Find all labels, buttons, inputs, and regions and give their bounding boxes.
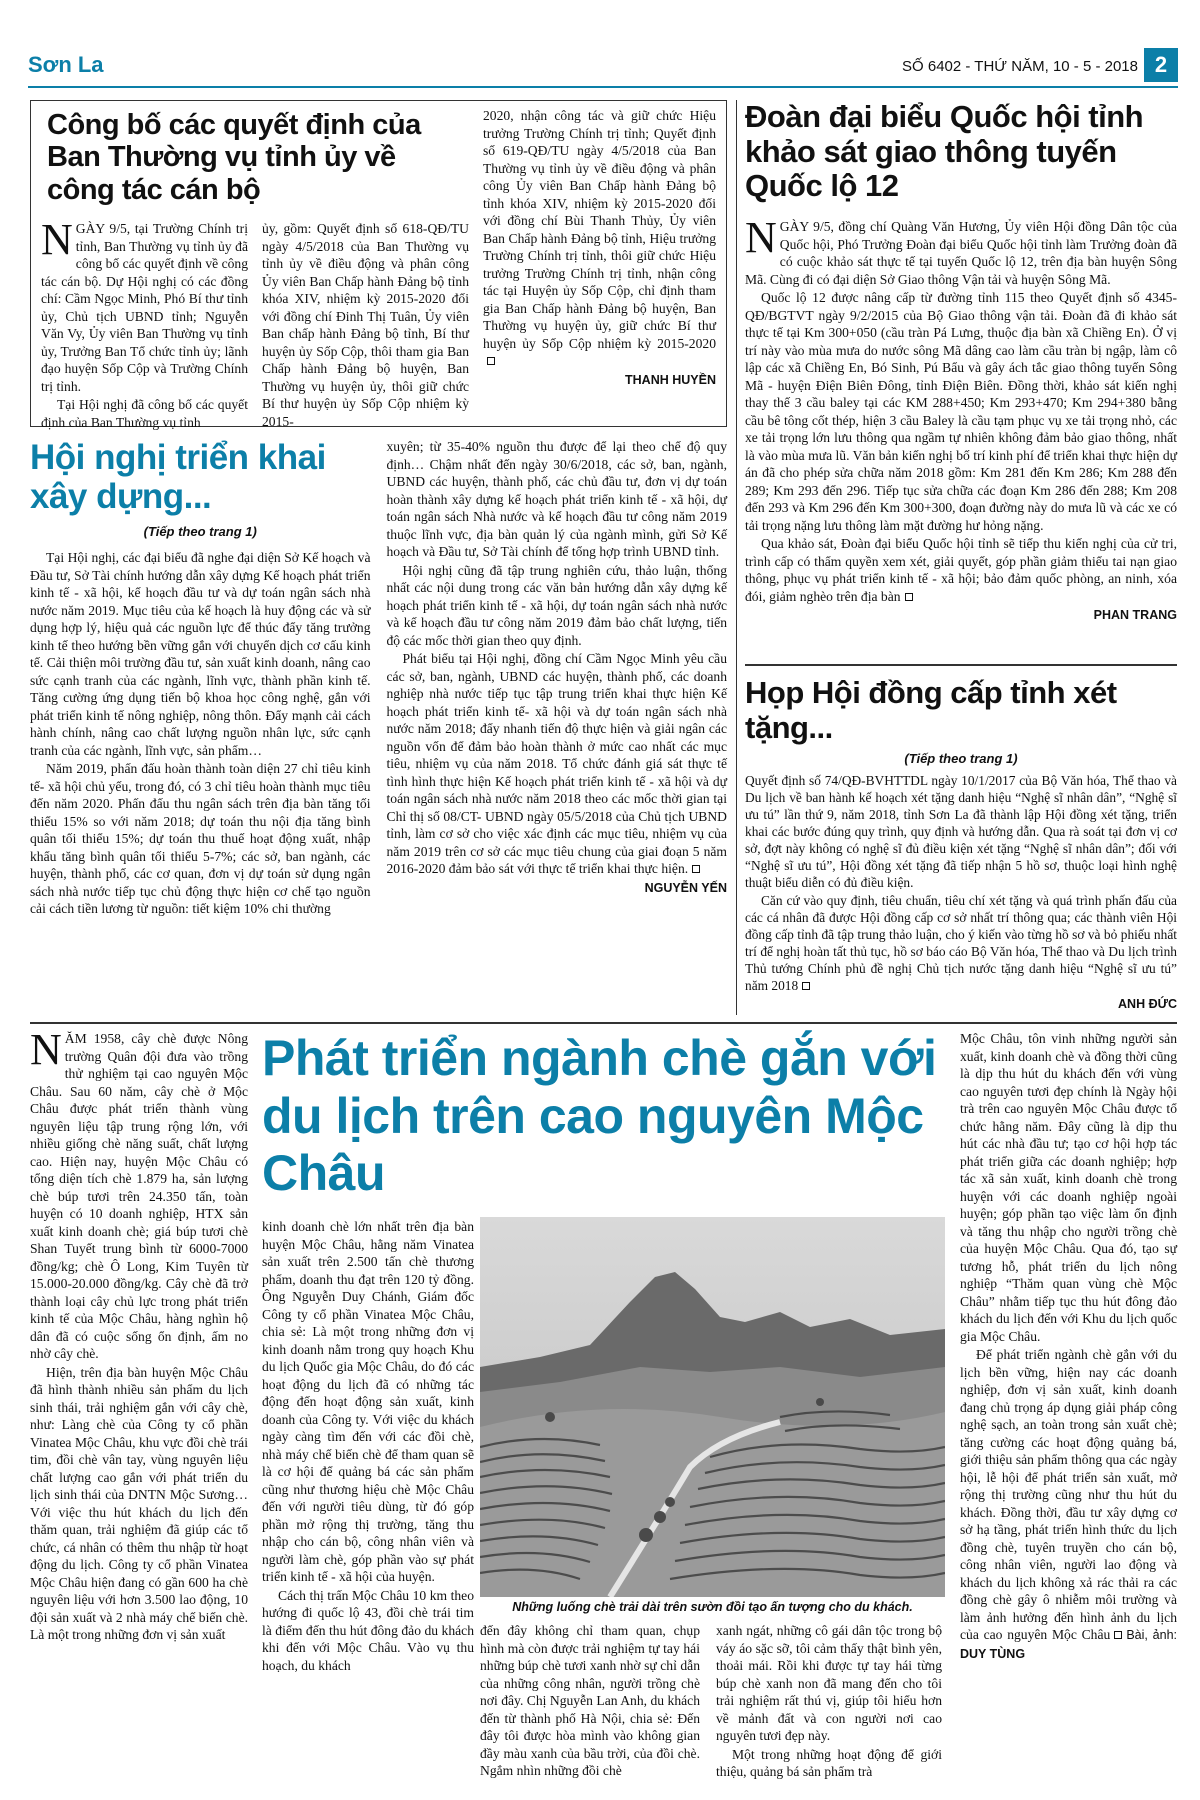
issue-info: SỐ 6402 - THỨ NĂM, 10 - 5 - 2018 [902,58,1138,75]
byline: PHAN TRANG [1093,608,1177,623]
continued-note: (Tiếp theo trang 1) [143,524,257,540]
article-column: NĂM 1958, cây chè được Nông trường Quân đội đưa vào trồng thử nghiệm tại cao nguyên Mộc Châu. Sau 60 năm, cây chè ở Mộc Châu được phát triển thành vùng nguyên liệu tập trung rộng lớn, với nhiều giống chè năng suất, chất lượng cao. Hiện nay, huyện Mộc Châu có tổng diện tích chè 1.879 ha, sản lượng chè búp tươi trên 24.350 tấn, toàn huyện có 10 doanh nghiệp, HTX sản xuất kinh doanh chè; giá búp tươi chè Shan Tuyết trung bình từ 6000-7000 đồng/kg; chè Ô Long, Kim Tuyên từ 15.000-20.000 đồng/kg. Cây chè đã trở thành loại cây chủ lực trong phát triển kinh tế của Mộc Châu, hàng nghìn hộ dân đã có cuộc sống ổn định, ấm no nhờ cây chè. Hiện, trên địa bàn huyện Mộc Châu đã hình thành nhiều sản phẩm du lịch sinh thái, trải nghiệm gắn với cây chè, như: Làng chè của Công ty cổ phần Vinatea Mộc Châu, khu vực đồi chè trái tim, đồi chè vân tay, vùng nguyên liệu chất lượng cao gắn với phát triển du lịch sinh thái của DNTN Mộc Sương… Với việc thu hút khách du lịch đến thăm quan, trải nghiệm đã giúp các tổ chức, cá nhân có thêm thu nhập từ hoạt động du lịch. Công ty cổ phần Vinatea Mộc Châu hiện đang có gần 600 ha chè nguyên liệu với hơn 3.500 lao động, 10 đội sản xuất và 2 nhà máy chế biến chè. Là một trong những đơn vị sản xuất [30,1025,248,1642]
article-column: kinh doanh chè lớn nhất trên địa bàn huyện Mộc Châu, hằng năm Vinatea sản xuất trên 2.500 tấn chè thương phẩm, doanh thu đạt trên 120 tỷ đồng. Ông Nguyễn Duy Chánh, Giám đốc Công ty cổ phần Vinatea Mộc Châu, chia sẻ: Là một trong những đơn vị kinh doanh nằm trong quy hoạch Khu du lịch Quốc gia Mộc Châu, do đó các hoạt động du lịch đã có những tác động đến hoạt động sản xuất, kinh doanh của Công ty. Với việc du khách ngày càng tìm đến với các đồi chè, nhà máy chế biến chè để tham quan sẽ là cơ hội để quảng bá các sản phẩm cũng như thương hiệu chè Mộc Châu đến với người tiêu dùng, từ đó góp phần mở rộng thị trường, tăng thu nhập cho cán bộ, công nhân viên và người làm chè, góp phần vào sự phát triển kinh tế - xã hội của huyện. Cách thị trấn Mộc Châu 10 km theo hướng đi quốc lộ 43, đồi chè trái tim là điểm đến thu hút đông đảo du khách khi đến với Mộc Châu. Vào vụ thu hoạch, du khách [262,1219,474,1673]
article-doan-dai-bieu [745,100,1177,660]
divider [30,1022,1177,1024]
dropcap: N [745,213,777,263]
article-title: Hội nghị triển khai xây dựng... [30,438,326,517]
article-column: xanh ngát, những cô gái dân tộc trong bộ váy áo sặc sỡ, tôi cảm thấy thật bình yên, thoải mái. Rồi khi được tự tay hái từng búp chè xanh non đã mang đến cho tôi trải nghiệm rất thú vị, giúp tôi hiểu hơn về mảnh đất và con người nơi cao nguyên tươi đẹp này. Một trong những hoạt động để giới thiệu, quảng bá sản phẩm trà [716,1623,942,1779]
article-column: Tại Hội nghị, các đại biểu đã nghe đại diện Sở Kế hoạch và Đầu tư, Sở Tài chính hướng dẫn xây dựng Kế hoạch phát triển kinh tế - xã hội, kế hoạch đầu tư và dự toán ngân sách nhà nước năm 2019. Mục tiêu của kế hoạch là huy động các và sử dụng hợp lý, hiệu quả các nguồn lực để thúc đẩy tăng trưởng kinh tế theo hướng bền vững gắn với chuyển dịch cơ cấu kinh tế. Cải thiện môi trường đầu tư, sản xuất kinh doanh, nâng cao sức cạnh tranh của các ngành, lĩnh vực, thành phần kinh tế. Tăng cường ứng dụng tiến bộ khoa học công nghệ, gắn với phát triển kinh tế nông nghiệp, nông thôn. Đẩy mạnh cải cách hành chính, nâng cao chất lượng nguồn nhân lực, sức cạnh tranh của các ngành, lĩnh vực, sản phẩm… Năm 2019, phấn đấu hoàn thành toàn diện 27 chỉ tiêu kinh tế- xã hội chủ yếu, trong đó, có 3 chỉ tiêu hoàn thành mục tiêu đến năm 2020. Phấn đấu thu ngân sách trên địa bàn tăng tối thiểu 15% so với năm 2018; dự toán thu nội địa tăng bình quân tối thiểu 15%; dự toán thu thuế hoạt động xuất, nhập khẩu tăng bình quân tối thiểu 5-7%; các sở, ban ngành, các huyện, thành phố, các cơ quan, đơn vị dự toán sử dụng ngân sách nhà nước tiếp tục chủ động thực hiện cơ chế tạo nguồn cải cách tiền lương từ nguồn: tiết kiệm 10% chi thường [30,550,371,917]
tea-hills-photo [480,1217,945,1597]
article-title: Đoàn đại biểu Quốc hội tỉnh khảo sát giao thông tuyến Quốc lộ 12 [745,99,1144,204]
byline: NGUYỄN YẾN [644,880,727,895]
article-column: ủy, gồm: Quyết định số 618-QĐ/TU ngày 4/5/2018 của Ban Thường vụ tỉnh ủy về điều động và phân công Ủy viên Ban Chấp hành Đảng bộ tỉnh khóa XIV, nhiệm kỳ 2015-2020 đối với đồng chí Đinh Thị Tuân, Ủy viên Ban chấp hành Đảng bộ tỉnh, Bí thư huyện ủy Sốp Cộp, thôi tham gia Ban Chấp hành Đảng bộ huyện, Ban Thường vụ huyện ủy, thôi giữ chức Bí thư huyện ủy Sốp Cộp nhiệm kỳ 2015- [262,221,469,429]
end-mark [692,865,700,873]
article-column: đến đây không chỉ tham quan, chụp hình mà còn được trải nghiệm tự tay hái những búp chè tươi xanh nhờ sự chỉ dẫn của những công nhân, người trồng chè nơi đây. Chị Nguyễn Lan Anh, du khách đến từ thành phố Hà Nội, chia sẻ: Đến đây tôi được hòa mình vào không gian đầy màu xanh của bầu trời, của đồi chè. Ngắm nhìn những đồi chè [480,1623,700,1778]
article-title: Họp Hội đồng cấp tỉnh xét tặng... [745,675,1117,745]
section-name: Sơn La [28,52,104,77]
article-cong-bo-quyet-dinh [30,100,727,430]
article-hop-hoi-dong [745,676,1177,1016]
article-hoi-nghi [30,438,727,1016]
article-column: Mộc Châu, tôn vinh những người sản xuất, kinh doanh chè và đồng thời cũng là dịp thu hút du khách đến với vùng cao nguyên tươi đẹp chính là Ngày hội trà trên cao nguyên Mộc Châu được tổ chức hằng năm. Đây cũng là dịp thu hút các nhà đầu tư; tạo cơ hội hợp tác phát triển giữa các doanh nghiệp; hợp tác xã sản xuất, kinh doanh chè trong huyện với các doanh nghiệp ngoài huyện; góp phần tạo việc làm ổn định và tăng thu nhập cho người trồng chè của huyện Mộc Châu. Qua đó, tạo sự tương hỗ, phát triển du lịch nông nghiệp “Thăm quan vùng chè Mộc Châu” nhằm tiếp tục thu hút đông đảo khách du lịch đến với Khu du lịch quốc gia Mộc Châu. Để phát triển ngành chè gắn với du lịch bền vững, hiện nay các doanh nghiệp, đơn vị sản xuất, kinh doanh đang chủ trọng áp dụng giải pháp công nghệ sạch, an toàn trong sản xuất chè; tăng cường các hoạt động quảng bá, giới thiệu sản phẩm thông qua các ngày hội, lễ hội để phát triển sản xuất, mở rộng thị trường cũng như thu hút du khách. Đồng thời, đầu tư xây dựng cơ sở hạ tầng, phát triển hình thức du lịch đồng chè, tuyên truyền cho cán bộ, công nhân viên, người lao động và khách du lịch không xả rác thải ra các đồng chè gây ô nhiễm môi trường và làm ảnh hưởng đến hình ảnh du lịch của cao nguyên Mộc Châu Bài, ảnh: DUY TÙNG [960,1031,1178,1661]
byline: ANH ĐỨC [1118,997,1177,1012]
end-mark [905,593,913,601]
article-column: NGÀY 9/5, đồng chí Quàng Văn Hương, Ủy viên Hội đồng Dân tộc của Quốc hội, Phó Trưởng Đoàn đại biểu Quốc hội tỉnh làm Trưởng đoàn đã có cuộc khảo sát thực tế tại tuyến Quốc lộ 12, trên địa bàn huyện Sông Mã. Cùng đi có đại diện Sở Giao thông Vận tải và huyện Sông Mã. Quốc lộ 12 được nâng cấp từ đường tỉnh 115 theo Quyết định số 4345-QĐ/BGTVT ngày 9/2/2015 của Bộ Giao thông vận tải. Đoàn đã đi khảo sát thực tế tại Km 300+050 (cầu tràn Pá Lưng, thuộc địa bàn xã Chiềng En). Ở vị trí này vào mùa mưa do nước sông Mã dâng cao làm cầu tràn bị ngập, làm cô lập các xã Chiềng En, Bó Sinh, Pú Bẩu và gây ách tắc giao thông tuyến Sông Mã - huyện Điện Biên Đông, tỉnh Điện Biên. Đồng thời, khảo sát kiến nghị thay thế 3 cầu baley tại các KM 288+450; Km 293+470; Km 294+380 bằng cầu bê tông cốt thép, hiện 3 cầu Baley là cầu tạm phục vụ xe tải trọng nhỏ, các xe tải trọng lớn lưu thông qua ngầm tự nhiên không đảm bảo giao thông, nhất là vào mùa mưa lũ. Văn bản kiến nghị bố trí kinh phí để triển khai thực hiện dự án đã cho phép sửa chữa năm 2018 gồm: Km 281 đến Km 286; Km 288 đến 289; Km 293 đến 296. Tiếp tục sửa chữa các đoạn Km 286 đến 288; Km 208 đến 293 và Km 296 đến Km 300+300, đoạn đường này do mưa lũ và các xe có tải trọng nặng lưu thông làm mặt đường hư hỏng nặng. Qua khảo sát, Đoàn đại biểu Quốc hội tỉnh sẽ tiếp thu kiến nghị của cử tri, trình cấp có thẩm quyền xem xét, giải quyết, góp phần giảm thiểu tai nạn giao thông, phục vụ phát triển kinh tế - xã hội; bảo đảm quốc phòng, an ninh, xóa đói, giảm nghèo trên địa bàn PHAN TRANG [745,218,1177,625]
article-column: 2020, nhận công tác và giữ chức Hiệu trưởng Trường Chính trị tỉnh; Quyết định số 619-QĐ/TU ngày 4/5/2018 của Ban Thường vụ tỉnh ủy về điều động và phân công Ủy viên Ban Chấp hành Đảng bộ tỉnh khóa XIV, nhiệm kỳ 2015-2020 đối với đồng chí Bùi Thanh Thủy, Ủy viên Ban Chấp hành Đảng bộ tỉnh, Hiệu trưởng Trường Chính trị tỉnh, thôi giữ chức Hiệu trưởng Trường Chính trị tỉnh, nhận công tác tại Huyện ủy Sốp Cộp, chỉ định tham gia Ban Chấp hành Đảng bộ huyện, Ban Thường vụ huyện ủy, giữ chức Bí thư huyện ủy Sốp Cộp nhiệm kỳ 2015-2020 THANH HUYỀN [483,107,716,432]
page-number: 2 [1144,48,1178,82]
article-column: Quyết định số 74/QĐ-BVHTTDL ngày 10/1/2017 của Bộ Văn hóa, Thể thao và Du lịch về ban hành kế hoạch xét tặng danh hiệu “Nghệ sĩ nhân dân”, “Nghệ sĩ ưu tú” lần thứ 9, năm 2018, tỉnh Sơn La đã thành lập Hội đồng xét tặng, triển khai các bước đúng quy trình, quy định và hướng dẫn. Qua rà soát tại đơn vị cơ sở, đợt này không có nghệ sĩ đủ điều kiện xét tặng “Nghệ sĩ nhân dân”; đối với “Nghệ sĩ ưu tú”, Hội đồng xét tặng đã tiếp nhận 5 hồ sơ, thuộc loại hình nghệ thuật biểu diễn có đủ điều kiện. Căn cứ vào quy định, tiêu chuẩn, tiêu chí xét tặng và quá trình phấn đấu của các cá nhân đã được Hội đồng cấp cơ sở nhất trí thông qua; các thành viên Hội đồng cấp tỉnh đã tập trung thảo luận, cho ý kiến vào từng hồ sơ và bỏ phiếu nhất trí để nghị hoàn tất thủ tục, hồ sơ báo cáo Bộ Văn hóa, Thể thao và Du lịch trình Thủ tướng Chính phủ đề nghị Chủ tịch nước tặng danh hiệu “Nghệ sĩ ưu tú” năm 2018 ANH ĐỨC [745,773,1177,1012]
dropcap: N [41,215,73,265]
divider [745,664,1177,666]
byline: DUY TÙNG [960,1646,1026,1661]
dropcap: N [30,1025,62,1074]
article-column: NGÀY 9/5, tại Trường Chính trị tỉnh, Ban Thường vụ tỉnh ủy đã công bố các quyết định về công tác cán bộ. Dự Hội nghị có các đồng chí: Cầm Ngọc Minh, Phó Bí thư tỉnh ủy, Chủ tịch UBND tỉnh; Nguyễn Văn Vy, Ủy viên Ban Thường vụ tỉnh ủy, Trưởng Ban Tổ chức tỉnh ủy; lãnh đạo huyện Sốp Cộp và Trường Chính trị tỉnh. Tại Hội nghị đã công bố các quyết định của Ban Thường vụ tỉnh [41,215,248,430]
article-title: Phát triển ngành chè gắn với du lịch trên cao nguyên Mộc Châu [262,1030,937,1201]
photo-caption: Những luống chè trải dài trên sườn đồi tạo ấn tượng cho du khách. [512,1600,913,1614]
end-mark [802,982,810,990]
end-mark [487,357,495,365]
page-header [28,52,1178,88]
article-column: xuyên; từ 35-40% nguồn thu được để lại theo chế độ quy định… Chậm nhất đến ngày 30/6/2018, các sở, ban, ngành, UBND các huyện, thành phố, các chủ đầu tư, đơn vị dự toán hoàn thành xây dựng kế hoạch phát triển kinh tế - xã hội, dự toán ngân sách Nhà nước và kế hoạch đầu tư công năm 2019 thuộc lĩnh vực, địa bàn quản lý của ngành mình, gửi Sở Kế hoạch và Đầu tư, Sở Tài chính để tổng hợp trình UBND tỉnh. Hội nghị cũng đã tập trung nghiên cứu, thảo luận, thống nhất các nội dung trong các văn bản hướng dẫn xây dựng kế hoạch phát triển kinh tế - xã hội, dự toán ngân sách nhà nước và kế hoạch đầu tư công năm 2019 đảm bảo chất lượng, tiến độ các mốc thời gian theo quy định. Phát biểu tại Hội nghị, đồng chí Cầm Ngọc Minh yêu cầu các sở, ban, ngành, UBND các huyện, thành phố, các doanh nghiệp nhà nước tiếp tục tập trung triển khai thực hiện Kế hoạch phát triển kinh tế- xã hội và dự toán ngân sách nhà nước năm 2018; đẩy nhanh tiến độ thực hiện và giải ngân các nguồn vốn để đảm bảo hoàn thành ở mức cao nhất các mục tiêu, nhiệm vụ của năm 2018. Tổ chức đánh giá sát thực tế tình hình thực hiện Kế hoạch phát triển kinh tế - xã hội và dự toán ngân sách nhà nước năm 2018 theo các mốc thời gian tại Chỉ thị số 08/CT- UBND ngày 05/5/2018 của Chủ tịch UBND tỉnh, làm cơ sở cho việc xác định các mục tiêu, nhiệm vụ của năm 2019 trên cơ sở các mục tiêu chung của giai đoạn 5 năm 2016-2020 đảm bảo sát với thực tế triển khai thực hiện. NGUYỄN YẾN [387,438,728,919]
continued-note: (Tiếp theo trang 1) [904,751,1018,767]
article-title: Công bố các quyết định của Ban Thường vụ tỉnh ủy về công tác cán bộ [47,109,421,206]
divider [736,100,737,1015]
byline: THANH HUYỀN [625,372,716,387]
end-mark [1114,1631,1122,1639]
